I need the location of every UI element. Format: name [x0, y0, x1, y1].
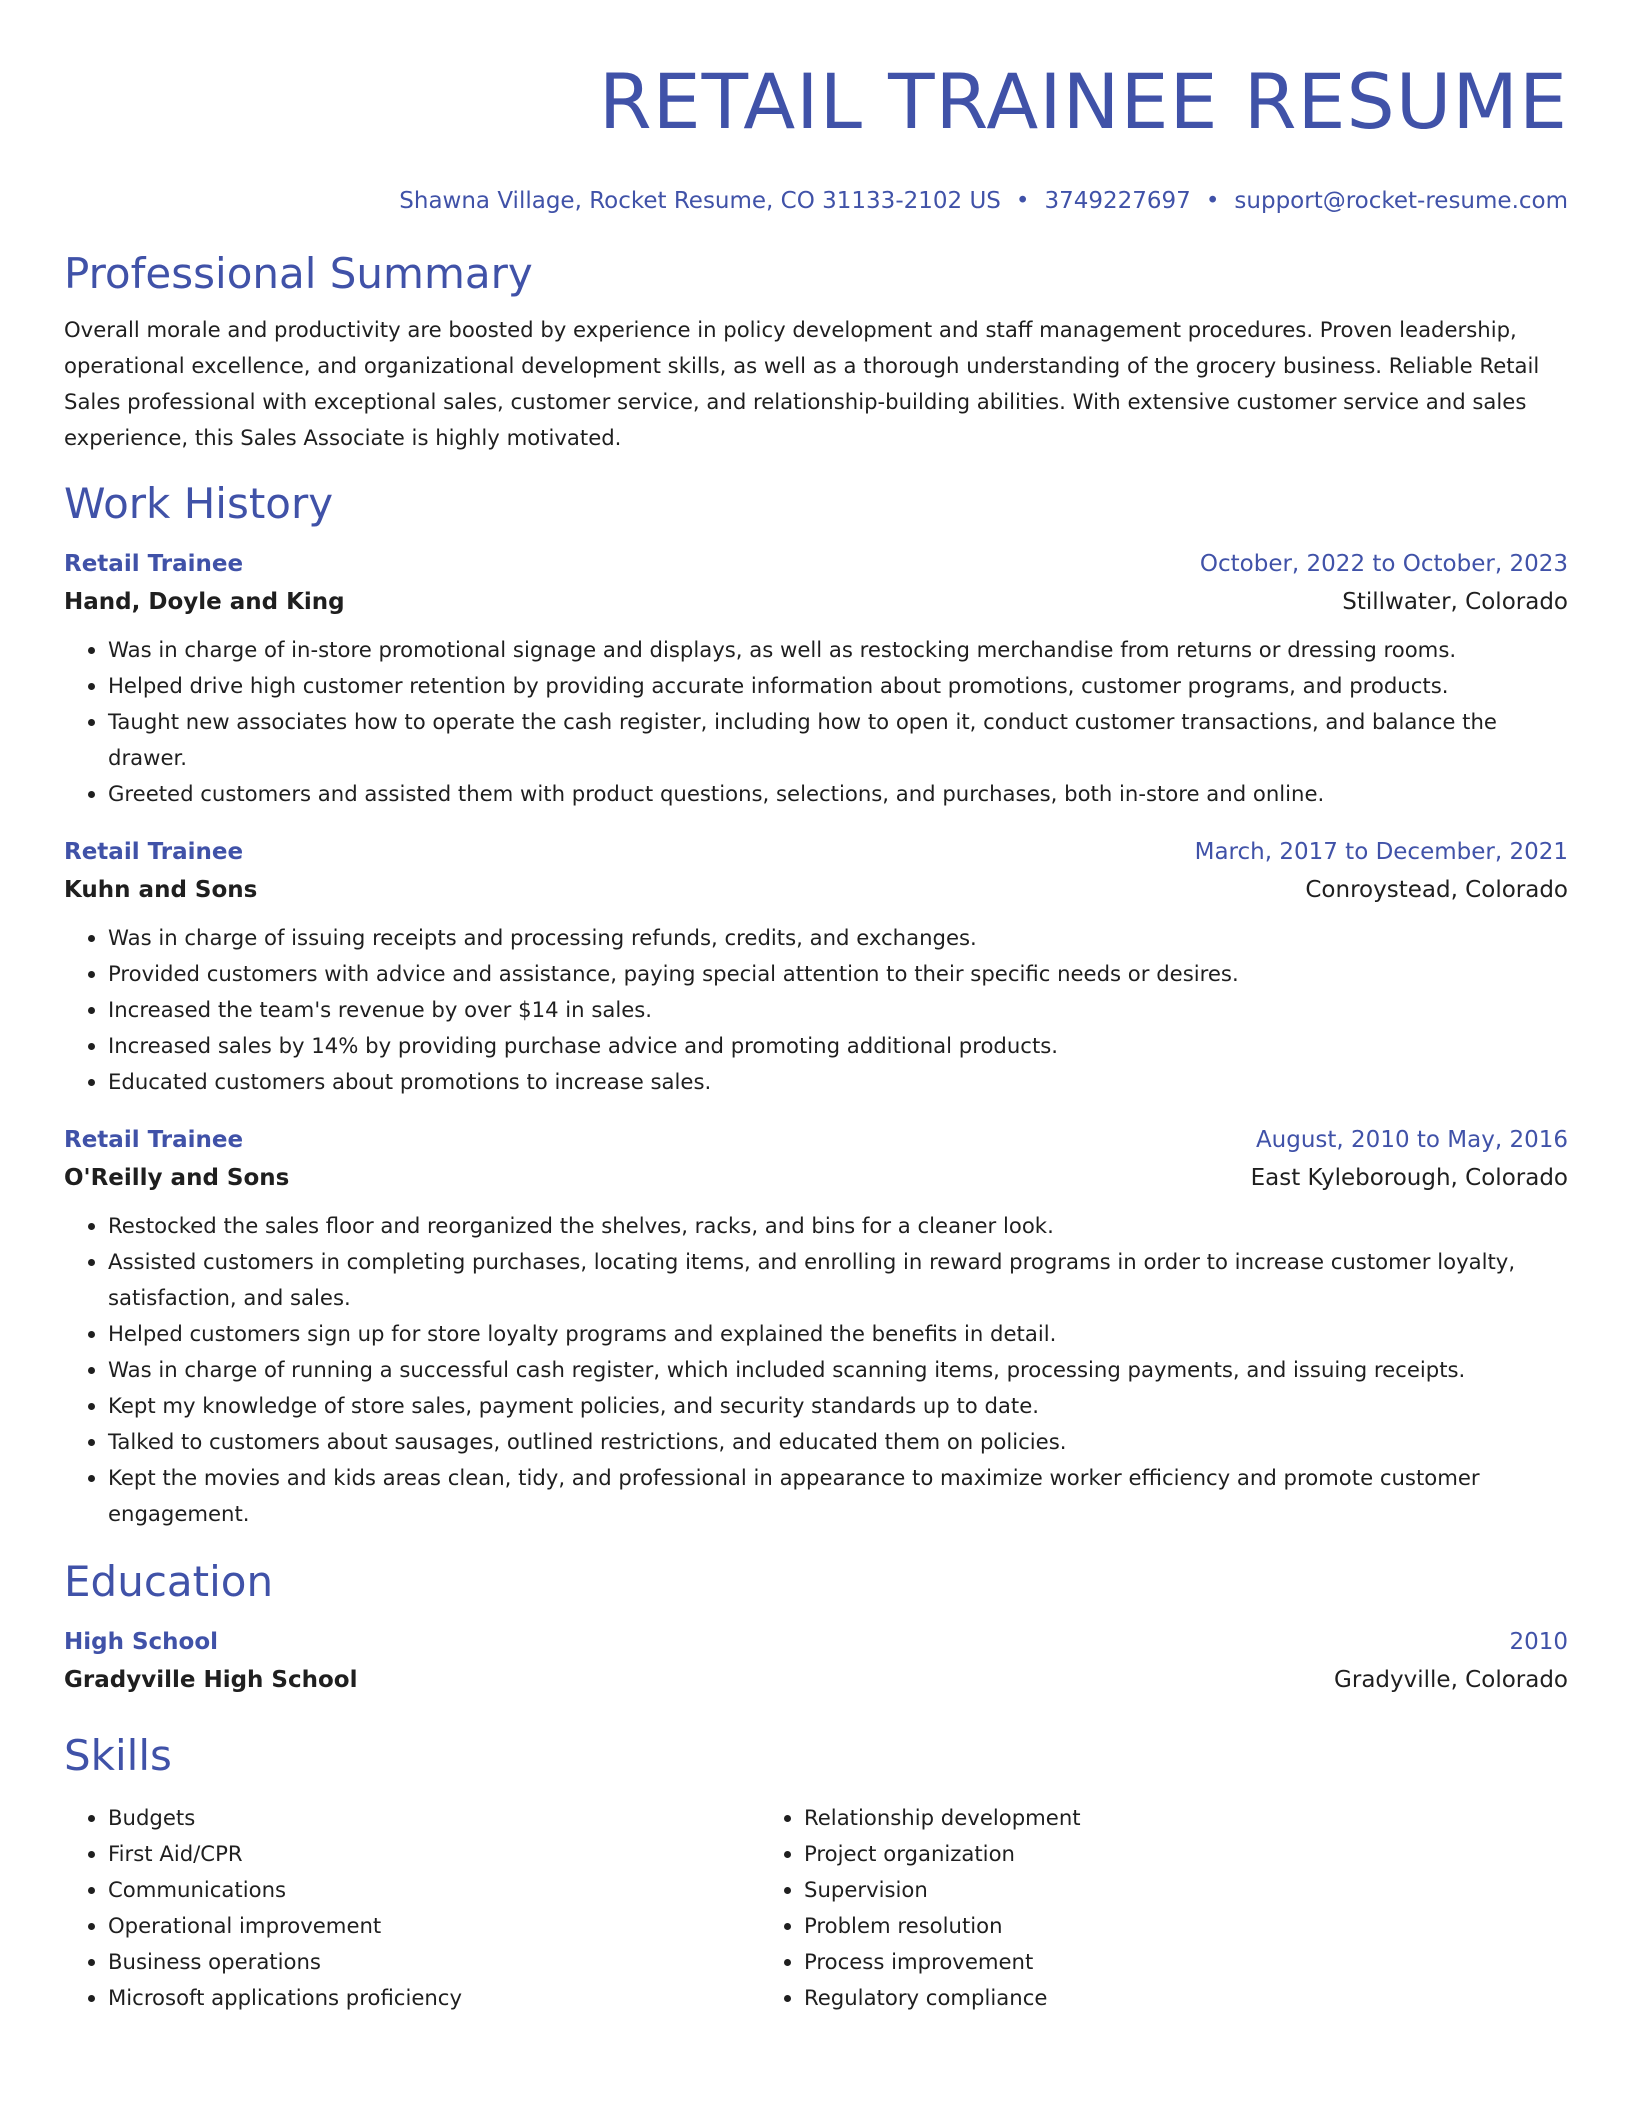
job-bullet: • Helped customers sign up for store loyalty programs and explained the benefits in detail. — [108, 1316, 1568, 1352]
contact-email: support@rocket-resume.com — [1234, 188, 1568, 214]
skill-item: • Budgets — [108, 1800, 760, 1836]
job-company-row — [64, 1158, 1568, 1198]
job-bullet: • Assisted customers in completing purchases, locating items, and enrolling in reward programs in order to increase customer loyalty, satisfaction, and sales. — [108, 1244, 1568, 1316]
contact-line — [64, 186, 1568, 216]
job-company: Kuhn and Sons — [64, 877, 258, 903]
contact-address: Shawna Village, Rocket Resume, CO 31133-2102 US — [399, 188, 1001, 214]
education-school: Gradyville High School — [64, 1667, 358, 1693]
skill-item: • Supervision — [804, 1872, 1081, 1908]
work-history-heading: Work History — [64, 479, 334, 528]
education-school-row — [64, 1660, 1568, 1700]
job-dates: August, 2010 to May, 2016 — [1255, 1127, 1568, 1153]
skill-item: • Communications — [108, 1872, 760, 1908]
job-dates: October, 2022 to October, 2023 — [1199, 551, 1568, 577]
job-bullets — [64, 632, 1568, 812]
skill-item: • Operational improvement — [108, 1908, 760, 1944]
education-year: 2010 — [1509, 1629, 1568, 1655]
skills-list — [64, 1800, 1568, 2016]
job-bullet: • Kept the movies and kids areas clean, tidy, and professional in appearance to maximize worker efficiency and promote customer engagement. — [108, 1460, 1568, 1532]
job-location: East Kyleborough, Colorado — [1250, 1165, 1568, 1191]
skill-item: • Microsoft applications proficiency — [108, 1980, 760, 2016]
job-bullets — [64, 920, 1568, 1100]
skill-item: • Process improvement — [804, 1944, 1081, 1980]
job-entry — [64, 1122, 1568, 1532]
resume-title: RETAIL TRAINEE RESUME — [598, 57, 1568, 146]
job-bullet: • Provided customers with advice and assistance, paying special attention to their specific needs or desires. — [108, 956, 1568, 992]
job-bullet: • Restocked the sales floor and reorganized the shelves, racks, and bins for a cleaner look. — [108, 1208, 1568, 1244]
job-bullets — [64, 1208, 1568, 1532]
summary-text: Overall morale and productivity are boosted by experience in policy development and staff management procedures. Proven leadership, operational excellence, and organizational development skills, as well as a thorough understanding of the grocery business. Reliable Retail Sales professional with exceptional sales, customer service, and relationship-building abilities. With extensive customer service and sales experience, this Sales Associate is highly motivated. — [64, 317, 1540, 450]
skills-column-left — [64, 1800, 760, 2016]
job-bullet: • Kept my knowledge of store sales, payment policies, and security standards up to date. — [108, 1388, 1568, 1424]
job-title: Retail Trainee — [64, 839, 244, 865]
job-bullet: • Talked to customers about sausages, outlined restrictions, and educated them on policies. — [108, 1424, 1568, 1460]
contact-separator: • — [1205, 188, 1220, 214]
job-header-row — [64, 834, 1568, 870]
job-bullet: • Was in charge of in-store promotional signage and displays, as well as restocking merchandise from returns or dressing rooms. — [108, 632, 1568, 668]
job-bullet: • Increased the team's revenue by over $14 in sales. — [108, 992, 1568, 1028]
skill-item: • Project organization — [804, 1836, 1081, 1872]
job-bullet: • Was in charge of running a successful cash register, which included scanning items, processing payments, and issuing receipts. — [108, 1352, 1568, 1388]
job-header-row — [64, 546, 1568, 582]
job-location: Conroystead, Colorado — [1305, 877, 1568, 903]
job-bullet: • Was in charge of issuing receipts and processing refunds, credits, and exchanges. — [108, 920, 1568, 956]
job-dates: March, 2017 to December, 2021 — [1194, 839, 1568, 865]
education-degree: High School — [64, 1629, 219, 1655]
job-header-row — [64, 1122, 1568, 1158]
contact-separator: • — [1015, 188, 1030, 214]
skill-item: • First Aid/CPR — [108, 1836, 760, 1872]
skills-column-right — [760, 1800, 1081, 2016]
contact-phone: 3749227697 — [1044, 188, 1191, 214]
skill-item: • Problem resolution — [804, 1908, 1081, 1944]
skill-item: • Relationship development — [804, 1800, 1081, 1836]
education-entry — [64, 1624, 1568, 1700]
job-company: O'Reilly and Sons — [64, 1165, 290, 1191]
job-bullet: • Taught new associates how to operate the cash register, including how to open it, conduct customer transactions, and balance the drawer. — [108, 704, 1568, 776]
job-entry — [64, 834, 1568, 1100]
job-bullet: • Educated customers about promotions to increase sales. — [108, 1064, 1568, 1100]
job-company: Hand, Doyle and King — [64, 589, 345, 615]
job-title: Retail Trainee — [64, 1127, 244, 1153]
education-location: Gradyville, Colorado — [1334, 1667, 1568, 1693]
summary-heading: Professional Summary — [64, 249, 533, 298]
job-company-row — [64, 582, 1568, 622]
job-bullet: • Helped drive high customer retention by providing accurate information about promotions, customer programs, and products. — [108, 668, 1568, 704]
job-location: Stillwater, Colorado — [1342, 589, 1568, 615]
job-entry — [64, 546, 1568, 812]
job-company-row — [64, 870, 1568, 910]
skill-item: • Business operations — [108, 1944, 760, 1980]
job-title: Retail Trainee — [64, 551, 244, 577]
education-heading: Education — [64, 1557, 274, 1606]
skill-item: • Regulatory compliance — [804, 1980, 1081, 2016]
job-bullet: • Increased sales by 14% by providing purchase advice and promoting additional products. — [108, 1028, 1568, 1064]
skills-heading: Skills — [64, 1731, 172, 1780]
job-bullet: • Greeted customers and assisted them with product questions, selections, and purchases, both in-store and online. — [108, 776, 1568, 812]
resume-header — [64, 52, 1568, 216]
education-header-row — [64, 1624, 1568, 1660]
